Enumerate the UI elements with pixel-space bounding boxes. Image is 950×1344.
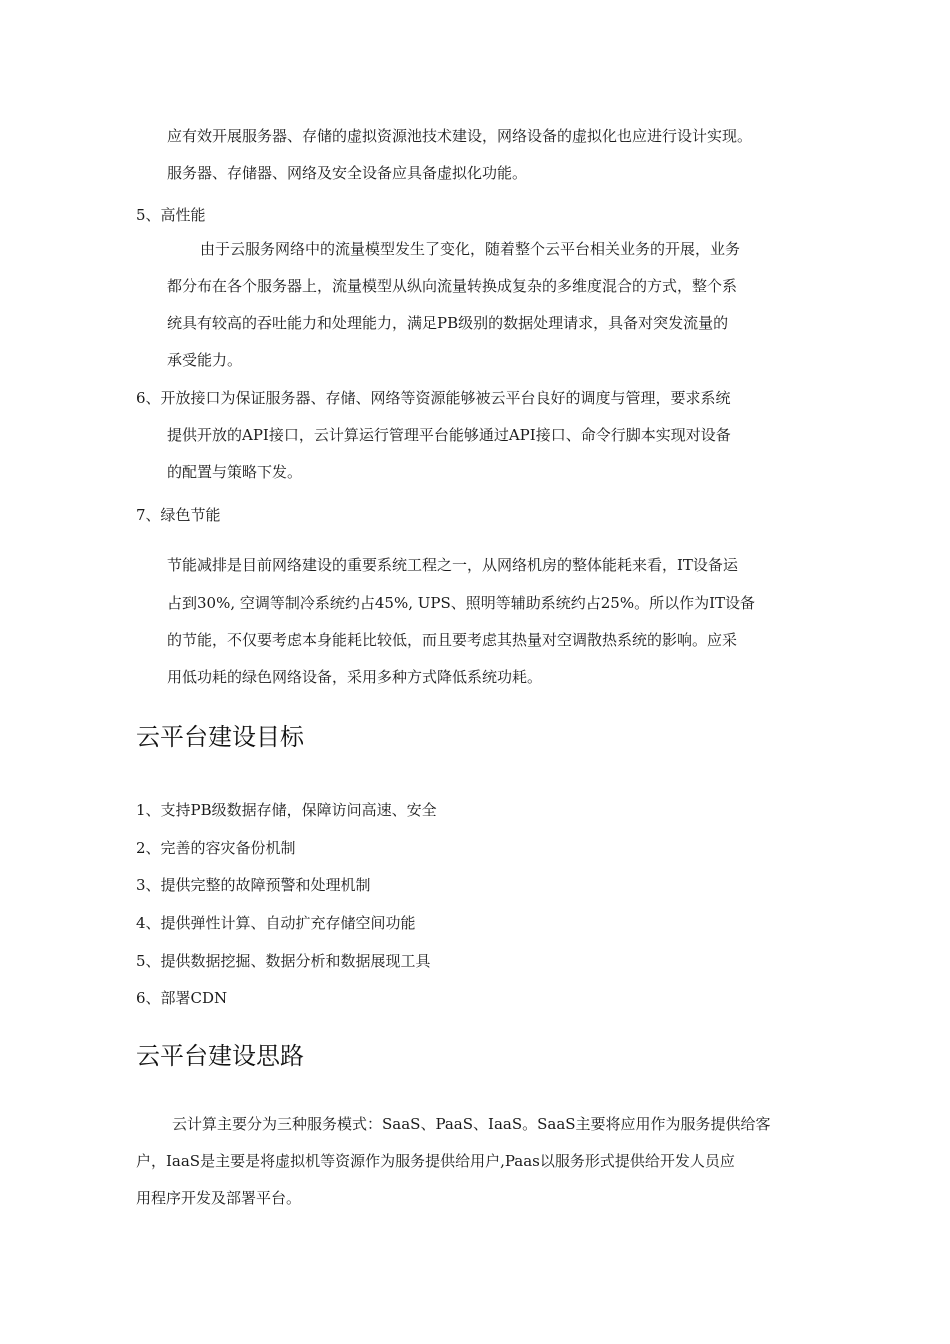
item7-line-4: 用低功耗的绿色网络设备，采用多种方式降低系统功耗。	[167, 668, 543, 686]
item5-line-4: 承受能力。	[167, 351, 243, 369]
goal-item-1: 1、支持PB级数据存储，保障访问高速、安全	[136, 801, 437, 819]
approach-heading: 云平台建设思路	[136, 1042, 304, 1070]
goal-item-6: 6、部署CDN	[136, 989, 228, 1007]
approach-line-1: 云计算主要分为三种服务模式：SaaS、PaaS、IaaS。SaaS主要将应用作为服务提供给客	[172, 1115, 771, 1133]
goals-heading: 云平台建设目标	[136, 723, 304, 751]
item6-line-2: 提供开放的API接口，云计算运行管理平台能够通过API接口、命令行脚本实现对设备	[167, 426, 731, 444]
item7-line-1: 节能减排是目前网络建设的重要系统工程之一，从网络机房的整体能耗来看，IT设备运	[167, 556, 738, 574]
intro-line-2: 服务器、存储器、网络及安全设备应具备虚拟化功能。	[167, 164, 528, 182]
item7-line-3: 的节能，不仅要考虑本身能耗比较低，而且要考虑其热量对空调散热系统的影响。应采	[167, 631, 738, 649]
approach-line-2: 户，IaaS是主要是将虚拟机等资源作为服务提供给用户,Paas以服务形式提供给开发人员应	[136, 1152, 735, 1170]
item7-heading: 7、绿色节能	[136, 506, 221, 524]
item7-line-2: 占到30%, 空调等制冷系统约占45%, UPS、照明等辅助系统约占25%。所以作为IT设备	[167, 594, 756, 612]
item5-heading: 5、高性能	[136, 206, 206, 224]
goal-item-2: 2、完善的容灾备份机制	[136, 839, 296, 857]
approach-line-3: 用程序开发及部署平台。	[136, 1189, 302, 1207]
item5-line-1: 由于云服务网络中的流量模型发生了变化，随着整个云平台相关业务的开展，业务	[200, 240, 741, 258]
goal-item-4: 4、提供弹性计算、自动扩充存储空间功能	[136, 914, 416, 932]
item6-line-1: 6、开放接口为保证服务器、存储、网络等资源能够被云平台良好的调度与管理，要求系统	[136, 389, 731, 407]
intro-line-1: 应有效开展服务器、存储的虚拟资源池技术建设，网络设备的虚拟化也应进行设计实现。	[167, 127, 753, 145]
item5-line-3: 统具有较高的吞吐能力和处理能力，满足PB级别的数据处理请求，具备对突发流量的	[167, 314, 729, 332]
goal-item-5: 5、提供数据挖掘、数据分析和数据展现工具	[136, 952, 431, 970]
item5-line-2: 都分布在各个服务器上，流量模型从纵向流量转换成复杂的多维度混合的方式，整个系	[167, 277, 738, 295]
item6-line-3: 的配置与策略下发。	[167, 463, 303, 481]
goal-item-3: 3、提供完整的故障预警和处理机制	[136, 876, 371, 894]
